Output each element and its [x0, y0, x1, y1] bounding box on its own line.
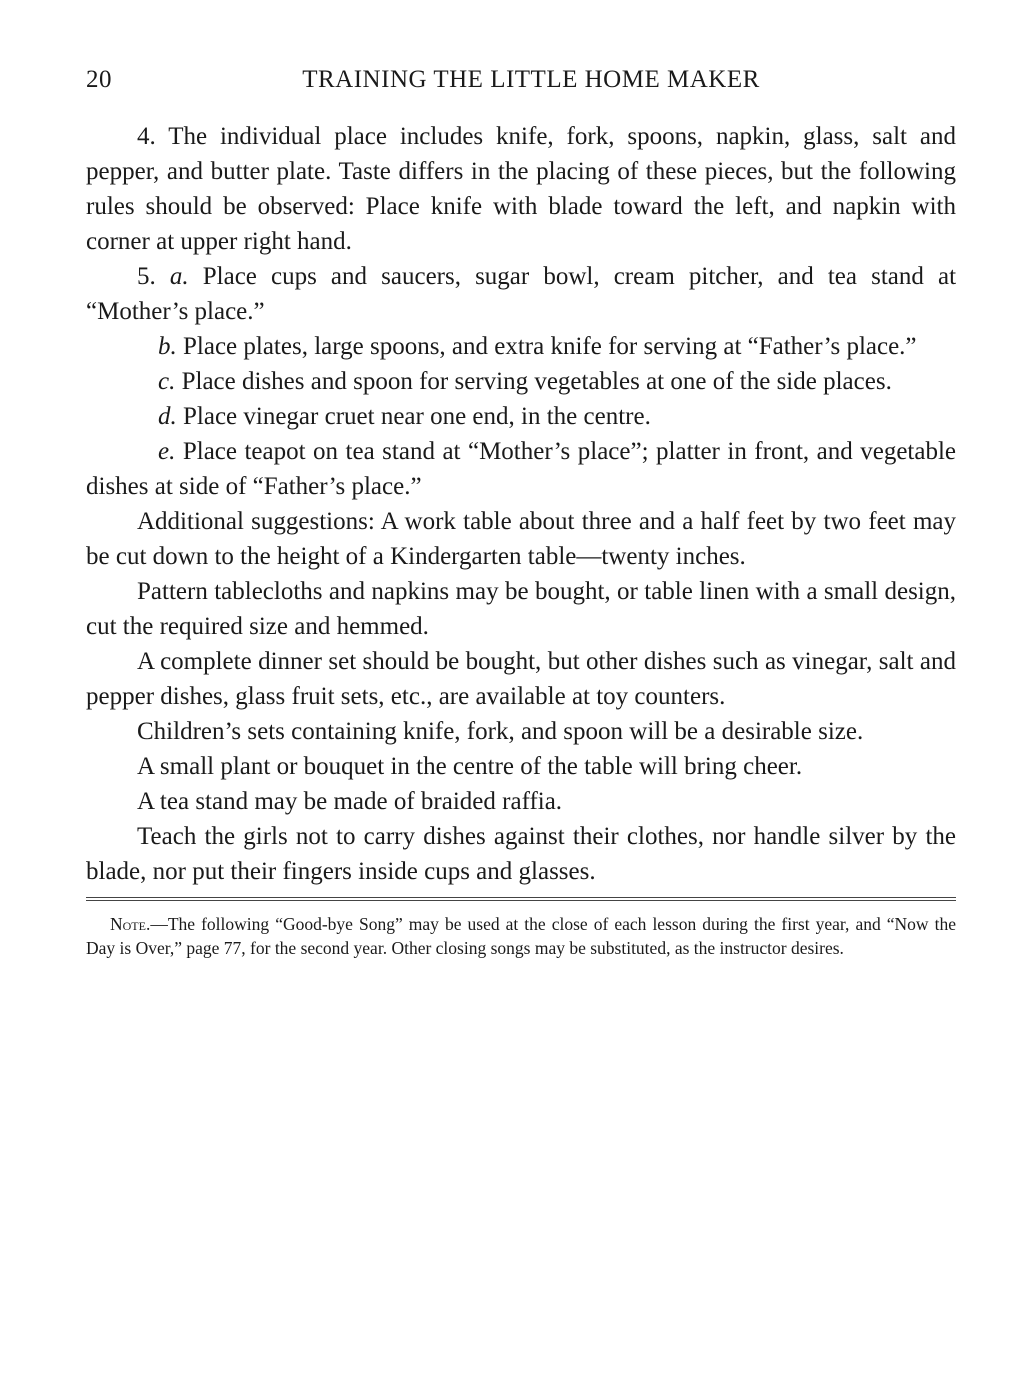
page — [86, 66, 956, 978]
footnote-label: Note. — [110, 914, 151, 934]
paragraph-tea-stand: A tea stand may be made of braided raffia. — [137, 788, 563, 815]
paragraph-5e — [86, 434, 956, 504]
paragraph-5d — [86, 399, 956, 434]
paragraph-5c — [86, 364, 956, 399]
paragraph-additional: Additional suggestions: A work table about three and a half feet by two feet may be cut down to the height of a Kindergarten table—twenty inches. — [86, 508, 956, 570]
item-letter: b. — [158, 333, 177, 360]
body-text — [86, 119, 956, 889]
paragraph-teach: Teach the girls not to carry dishes against their clothes, nor handle silver by the blade, nor put their fingers inside cups and glasses. — [86, 823, 956, 885]
item-text: Place teapot on tea stand at “Mother’s place”; platter in front, and vegetable dishes at side of “Father’s place.” — [86, 438, 957, 500]
item-text: Place plates, large spoons, and extra knife for serving at “Father’s place.” — [183, 333, 917, 360]
paragraph-5b — [86, 329, 956, 364]
footnote — [86, 912, 956, 960]
item-letter: e. — [158, 438, 176, 465]
paragraph-plant: A small plant or bouquet in the centre of the table will bring cheer. — [137, 753, 803, 780]
running-head: TRAINING THE LITTLE HOME MAKER — [302, 66, 760, 93]
item-number: 5. — [137, 263, 156, 290]
page-header — [86, 66, 956, 102]
paragraph-dinner-set: A complete dinner set should be bought, but other dishes such as vinegar, salt and pepper dishes, glass fruit sets, etc., are available at toy counters. — [86, 648, 956, 710]
paragraph-4: 4. The individual place includes knife, fork, spoons, napkin, glass, salt and pepper, and butter plate. Taste differs in the placing of these pieces, but the following rules should be observed: Place knife with blade toward the left, and napkin with corner at upper right hand. — [86, 123, 956, 255]
item-letter: a. — [169, 263, 189, 290]
item-text: Place cups and saucers, sugar bowl, cream pitcher, and tea stand at “Mother’s place.” — [86, 263, 957, 325]
item-letter: c. — [158, 368, 176, 395]
paragraph-5a — [86, 259, 956, 329]
page-number: 20 — [86, 66, 112, 93]
item-text: Place vinegar cruet near one end, in the centre. — [183, 403, 651, 430]
item-text: Place dishes and spoon for serving vegetables at one of the side places. — [181, 368, 892, 395]
paragraph-pattern: Pattern tablecloths and napkins may be bought, or table linen with a small design, cut the required size and hemmed. — [86, 578, 956, 640]
footnote-text: —The following “Good-bye Song” may be used at the close of each lesson during the first year, and “Now the Day is Over,” page 77, for the second year. Other closing songs may be substituted, as the instructor desires. — [86, 914, 956, 958]
footnote-rule — [86, 897, 956, 901]
item-letter: d. — [158, 403, 177, 430]
paragraph-children-sets: Children’s sets containing knife, fork, and spoon will be a desirable size. — [137, 718, 864, 745]
